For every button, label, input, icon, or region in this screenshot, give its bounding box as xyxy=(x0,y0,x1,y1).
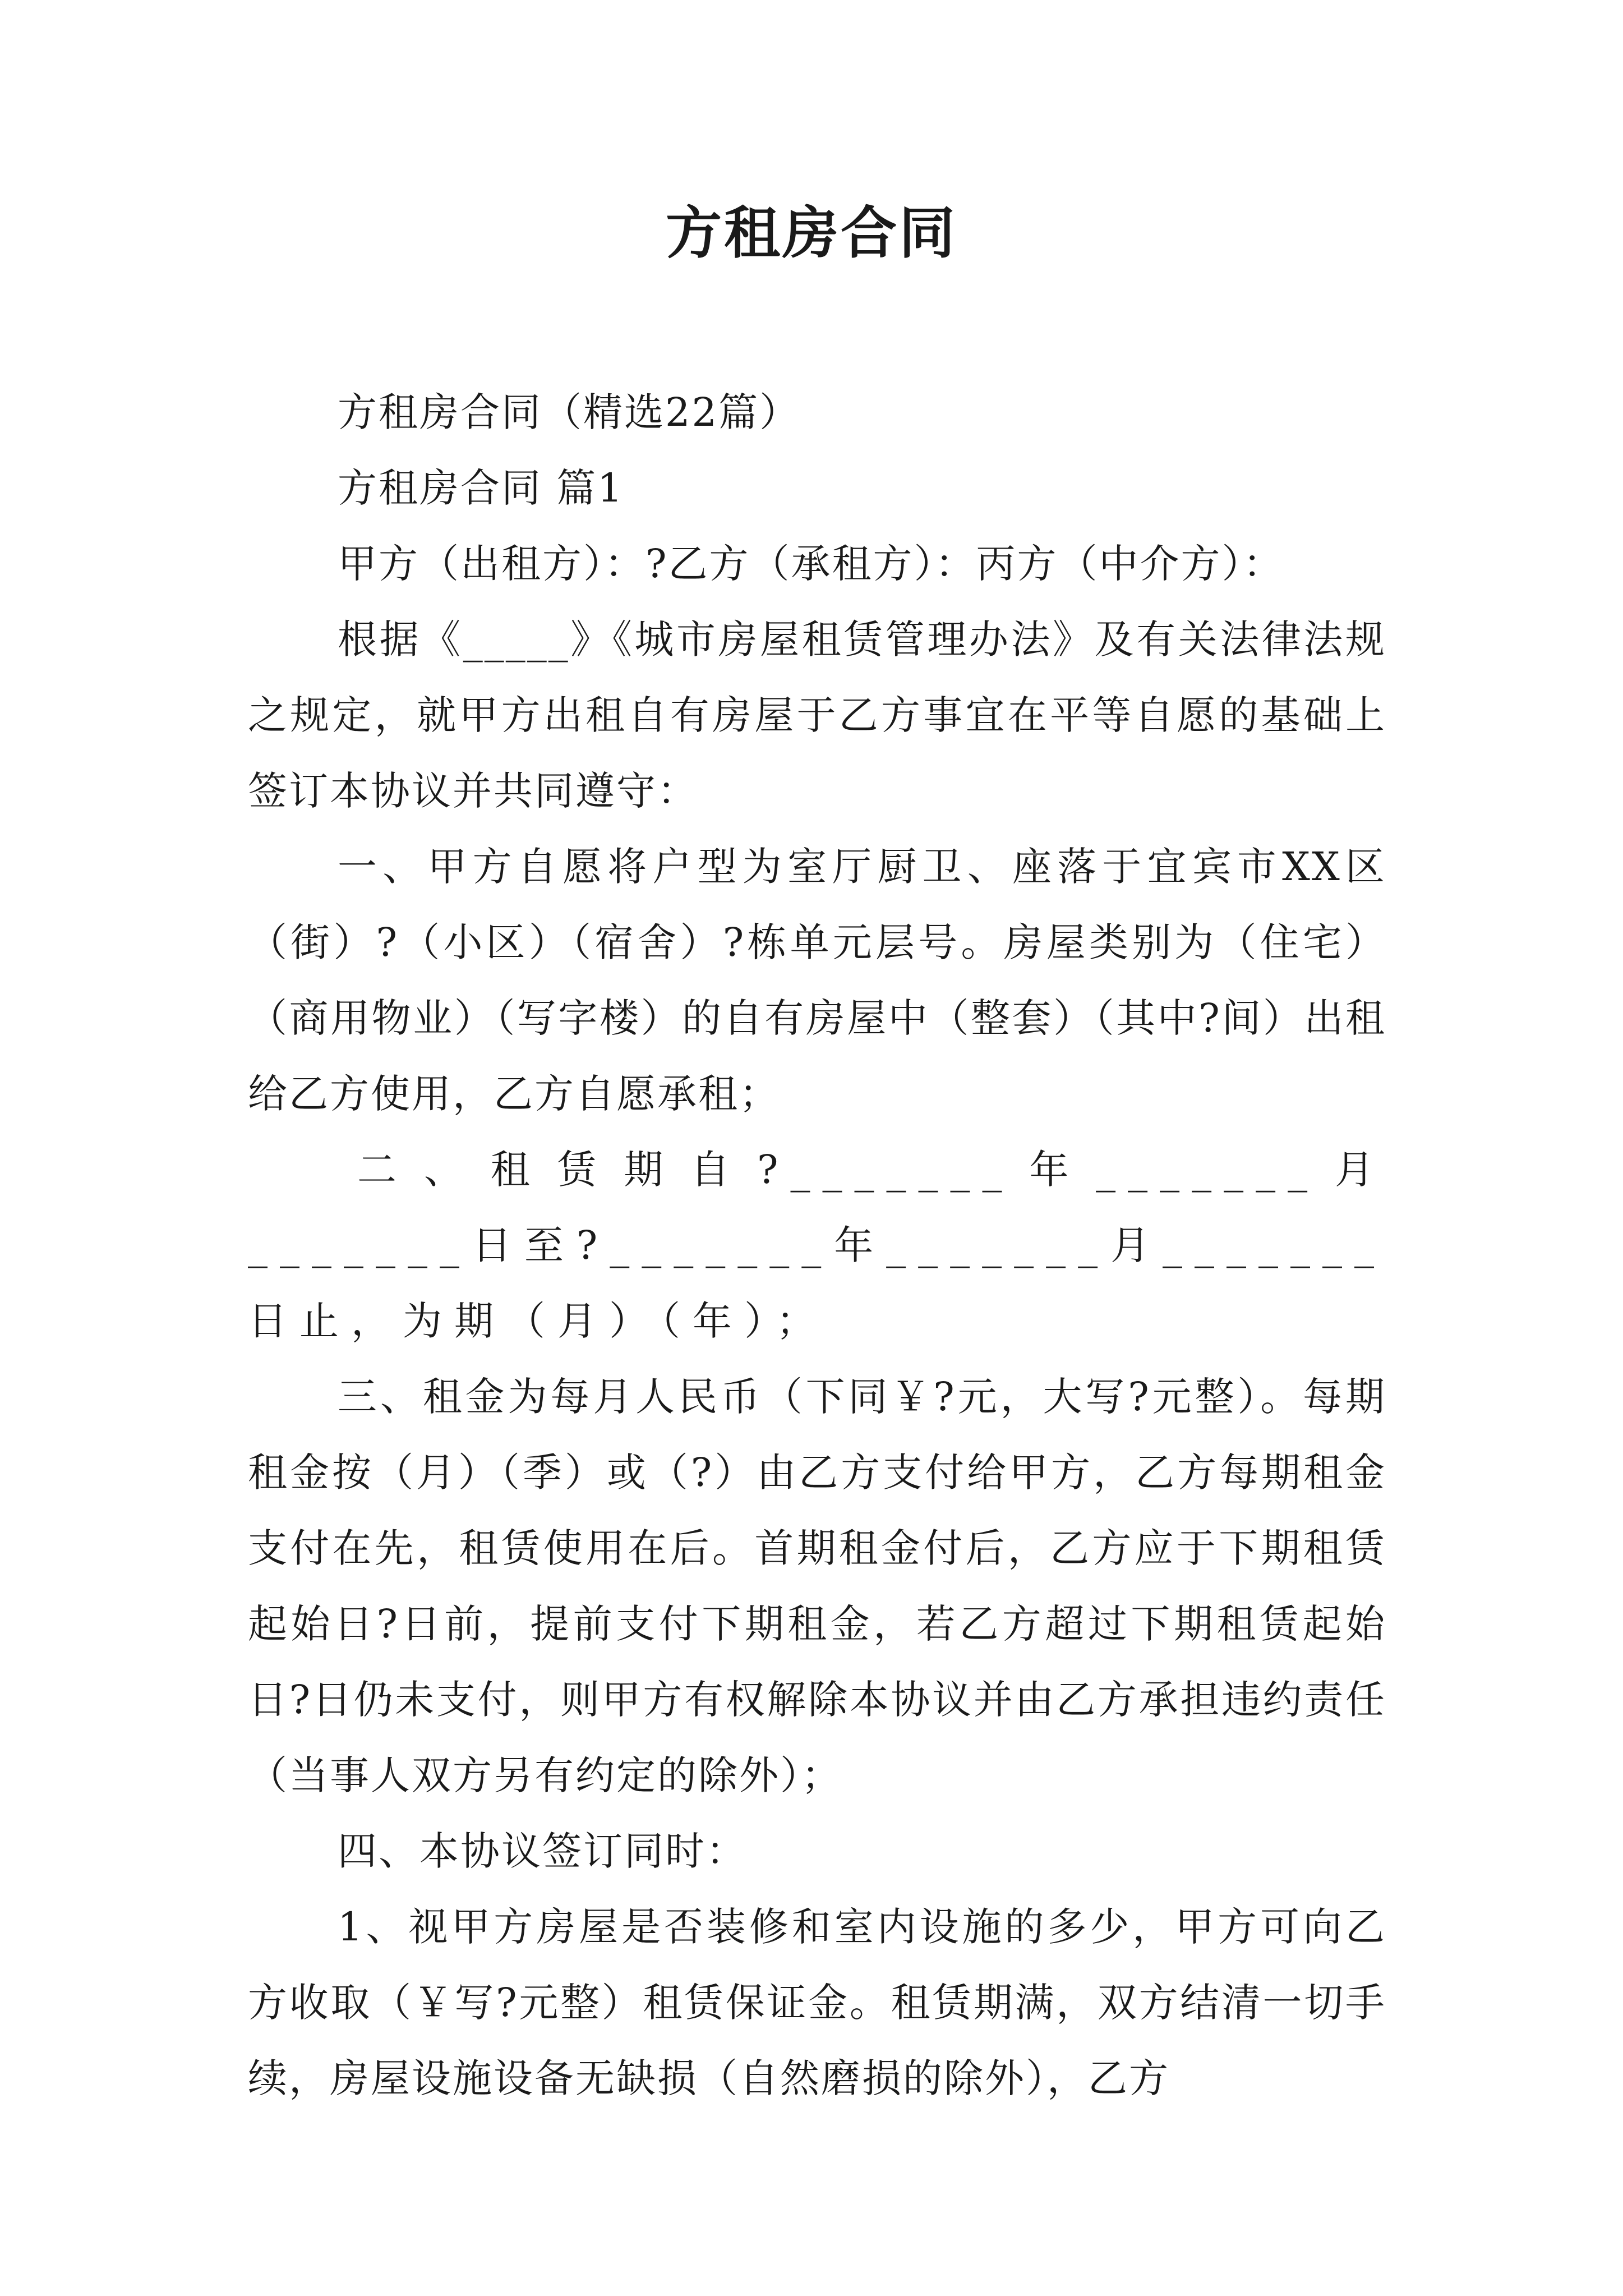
paragraph-clause-1: 一、甲方自愿将户型为室厅厨卫、座落于宜宾市XX区（街）?（小区）（宿舍）?栋单元层号。房屋类别为（住宅）（商用物业）（写字楼）的自有房屋中（整套）（其中?间）出租给乙方使用，乙方自愿承租； xyxy=(248,844,1386,1117)
document-body xyxy=(248,375,1386,2116)
document-title: 方租房合同 xyxy=(666,200,957,266)
paragraph-article-heading: 方租房合同 篇1 xyxy=(338,465,624,511)
paragraph-clause-2: 二、租赁期自?_______年_______月_______日至?_______年_______月_______日止，为期（月）（年）； xyxy=(248,1147,1386,1344)
paragraph-parties: 甲方（出租方）：?乙方（承租方）：丙方（中介方）： xyxy=(338,541,1284,587)
paragraph-clause-4: 四、本协议签订同时： xyxy=(338,1828,747,1874)
paragraph-legal-basis: 根据《_____》《城市房屋租赁管理办法》及有关法律法规之规定，就甲方出租自有房屋于乙方事宜在平等自愿的基础上签订本协议并共同遵守： xyxy=(248,616,1386,814)
paragraph-clause-4-1: 1、视甲方房屋是否装修和室内设施的多少，甲方可向乙方收取（￥写?元整）租赁保证金。租赁期满，双方结清一切手续，房屋设施设备无缺损（自然磨损的除外），乙方 xyxy=(248,1904,1386,2101)
paragraph-clause-3: 三、租金为每月人民币（下同￥?元，大写?元整）。每期租金按（月）（季）或（?）由乙方支付给甲方，乙方每期租金支付在先，租赁使用在后。首期租金付后，乙方应于下期租赁起始日?日前，提前支付下期租金，若乙方超过下期租赁起始日?日仍未支付，则甲方有权解除本协议并由乙方承担违约责任（当事人双方另有约定的除外）； xyxy=(248,1374,1386,1798)
paragraph-collection-heading: 方租房合同（精选22篇） xyxy=(338,389,801,435)
